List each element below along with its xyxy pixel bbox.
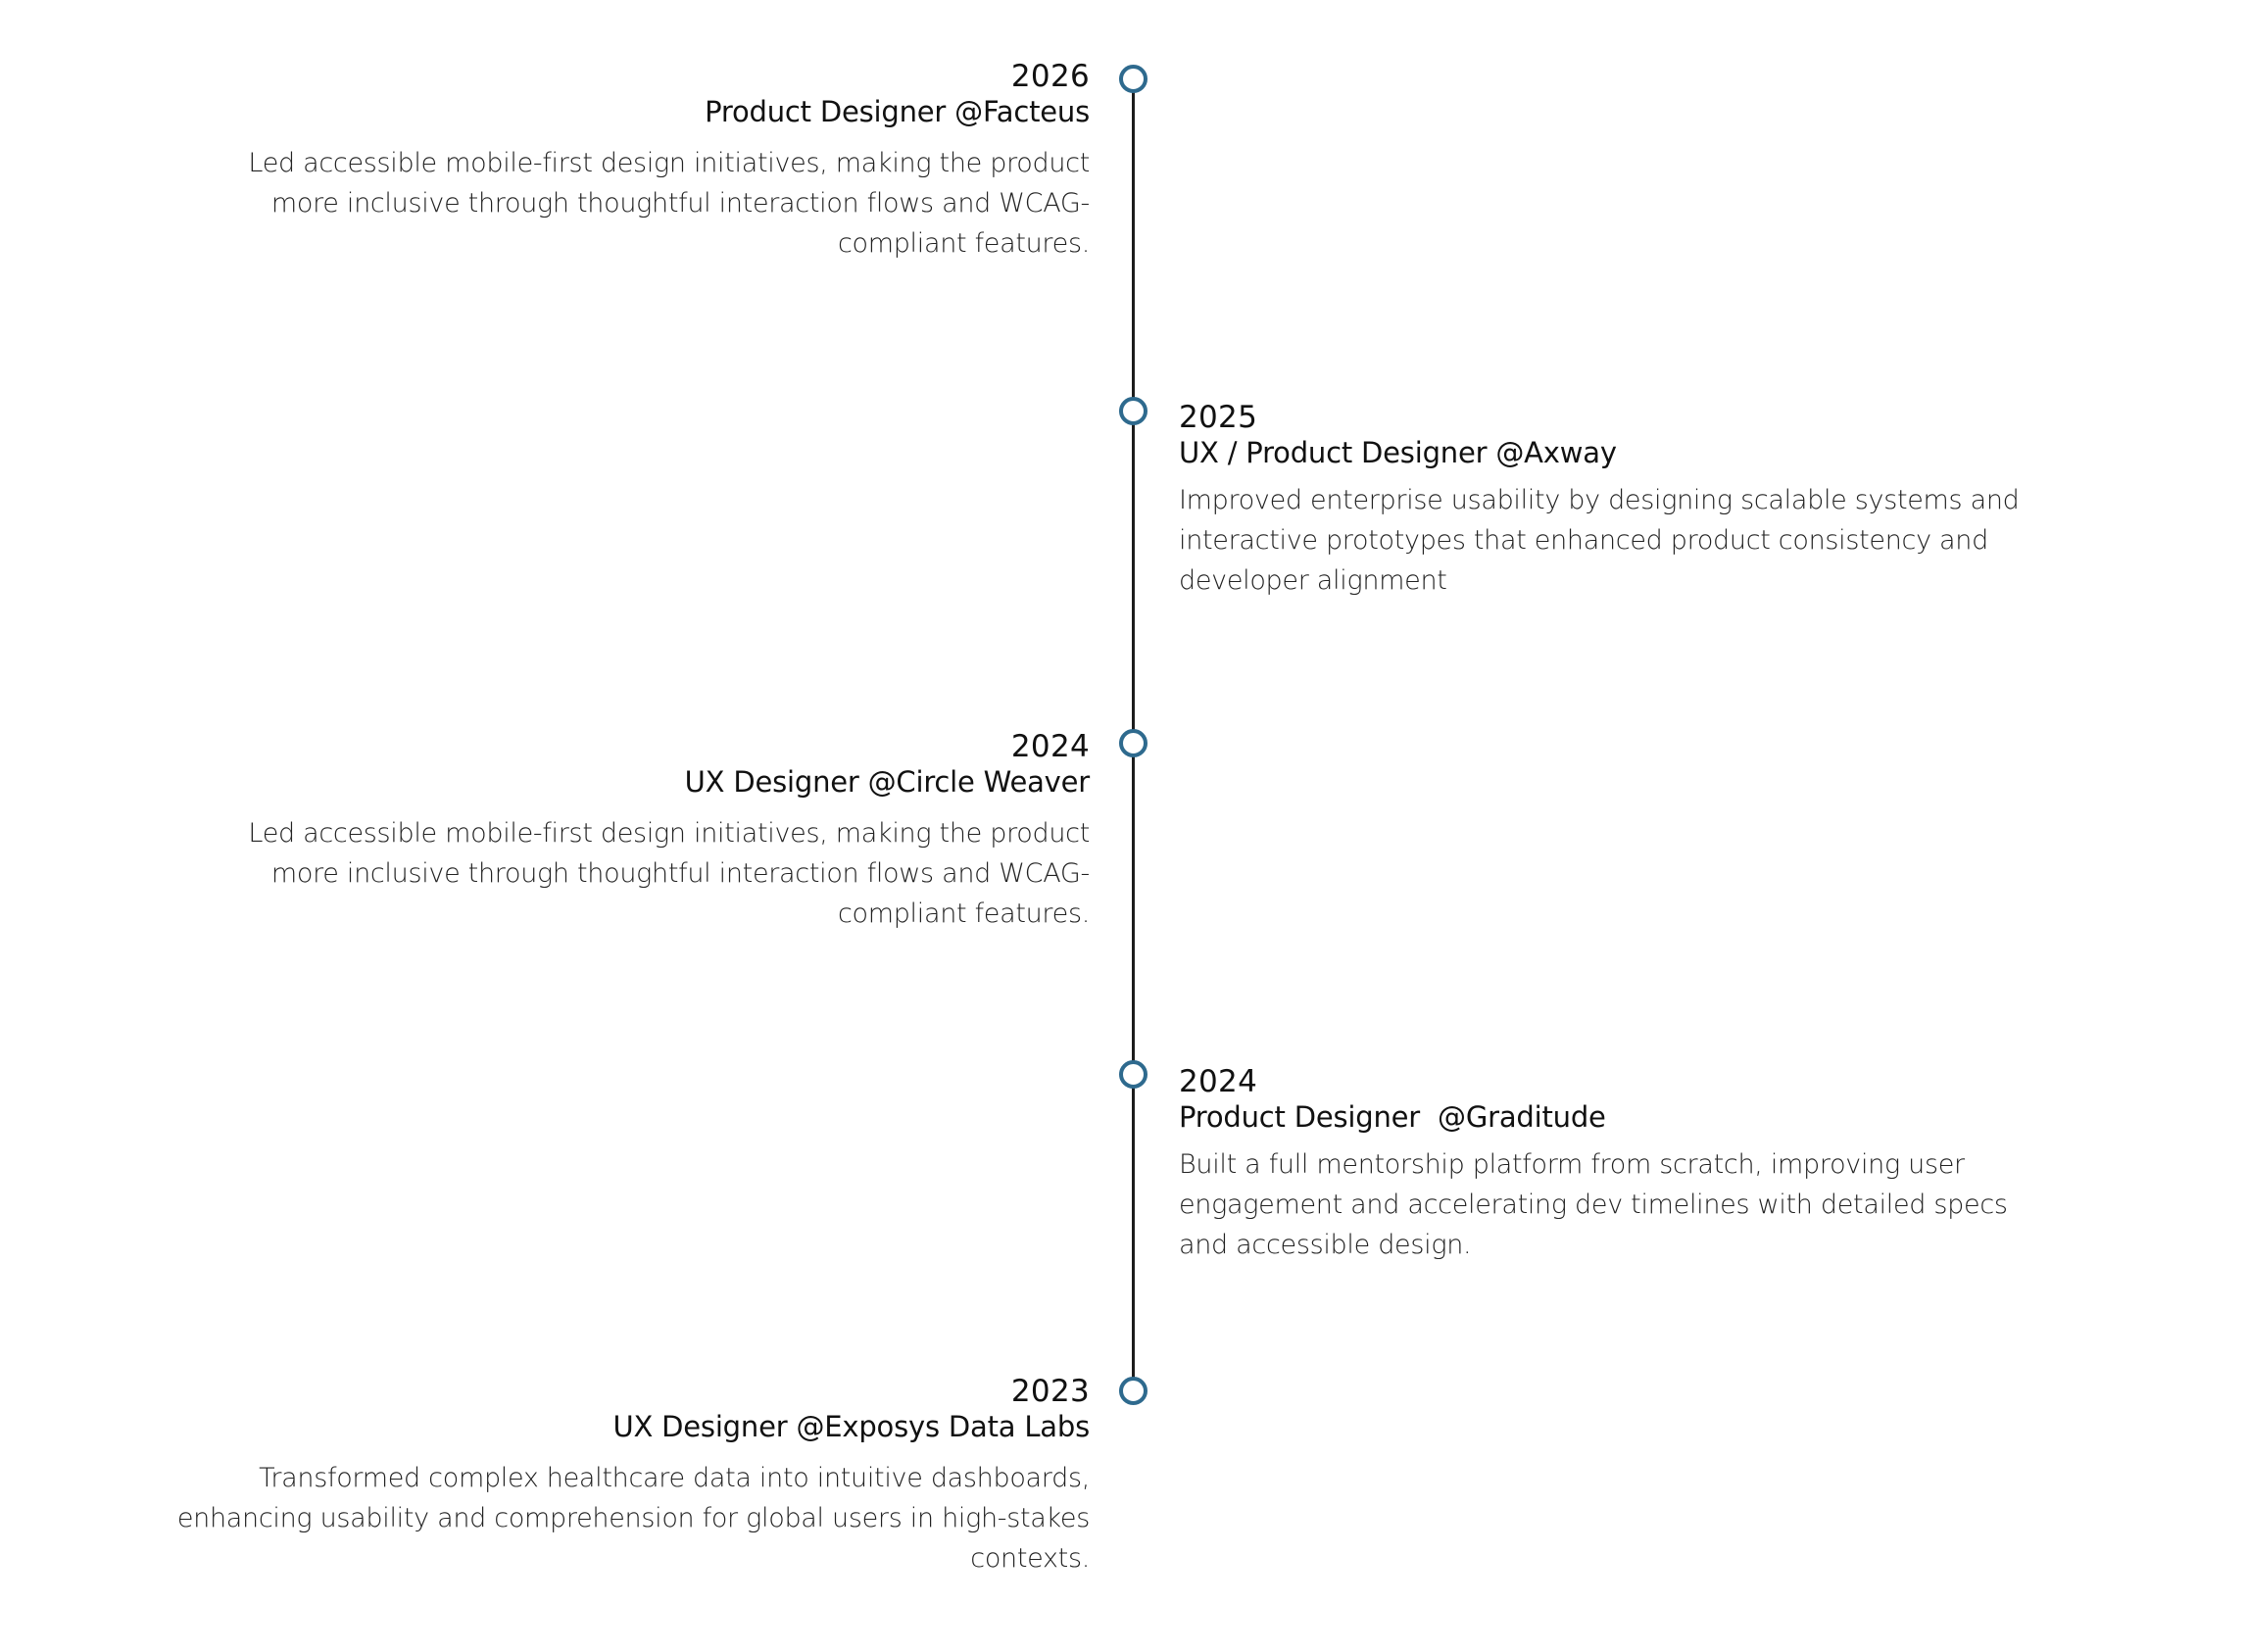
timeline-entry (1179, 400, 2031, 601)
timeline-node-2026 (1119, 65, 1147, 93)
timeline-node-2023 (1119, 1377, 1147, 1405)
entry-description: Led accessible mobile-first design initiatives, making the product more inclusive through thoughtful interaction flows and WCAG-compliant features. (248, 818, 1090, 929)
timeline-entry (178, 729, 1090, 934)
timeline-entry (1179, 1064, 2031, 1265)
entry-role: UX Designer @Exposys Data Labs (612, 1410, 1090, 1443)
timeline-entry (120, 1374, 1090, 1579)
entry-role: Product Designer @Facteus (705, 95, 1090, 128)
timeline-entry (178, 59, 1090, 264)
entry-year: 2024 (1179, 1064, 1258, 1099)
entry-description: Transformed complex healthcare data into intuitive dashboards, enhancing usability and comprehension for global users in high-stakes contexts. (176, 1463, 1090, 1574)
entry-year: 2026 (1010, 59, 1090, 94)
entry-role: UX / Product Designer @Axway (1179, 436, 1617, 469)
entry-year: 2024 (1010, 729, 1090, 764)
entry-description: Led accessible mobile-first design initiatives, making the product more inclusive through thoughtful interaction flows and WCAG-compliant features. (248, 148, 1090, 259)
timeline-node-2025 (1119, 397, 1147, 425)
timeline-node-2024-circle-weaver (1119, 729, 1147, 757)
entry-year: 2025 (1179, 400, 1258, 435)
entry-year: 2023 (1010, 1374, 1090, 1409)
entry-description: Improved enterprise usability by designing scalable systems and interactive prototypes that enhanced product consistency and developer alignment (1179, 485, 2020, 596)
timeline-node-2024-graditude (1119, 1060, 1147, 1089)
entry-description: Built a full mentorship platform from scratch, improving user engagement and accelerating dev timelines with detailed specs and accessible design. (1179, 1149, 2008, 1260)
entry-role: Product Designer @Graditude (1179, 1100, 1606, 1134)
entry-role: UX Designer @Circle Weaver (684, 765, 1090, 799)
